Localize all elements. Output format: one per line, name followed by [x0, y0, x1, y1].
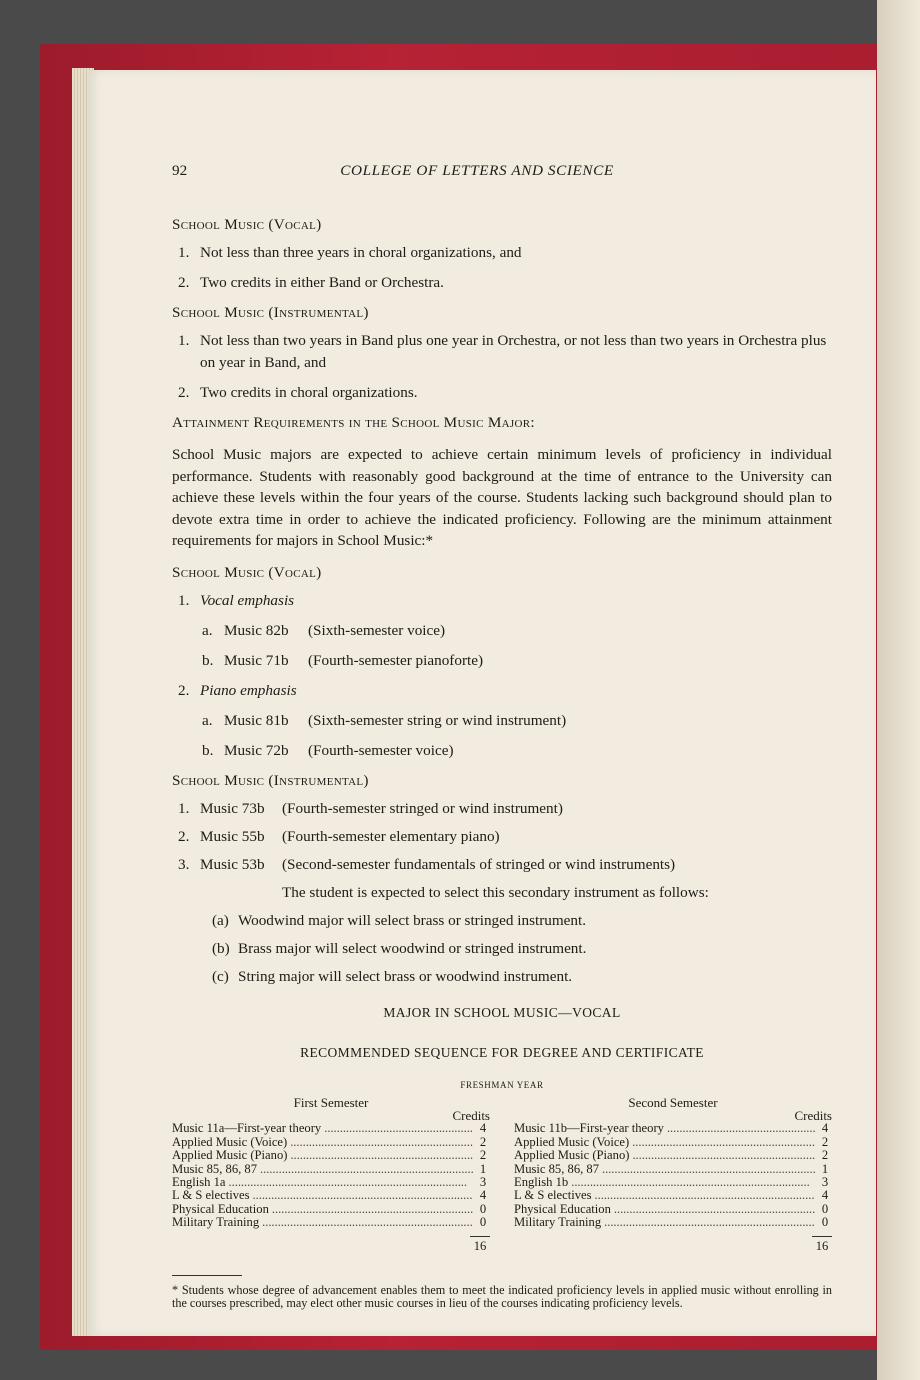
list-item	[202, 710, 832, 732]
leader-dots	[253, 1189, 473, 1202]
piano-emphasis-item: 2. Piano emphasis	[178, 681, 297, 699]
second-semester-title: Second Semester	[628, 1094, 718, 1110]
secondary-instrument-list	[172, 910, 832, 988]
instrumental-requirements-list	[172, 330, 832, 404]
list-item	[212, 966, 832, 988]
credit-value: 4	[479, 1188, 487, 1203]
course-description: (Fourth-semester pianoforte)	[308, 651, 484, 669]
course-name: Applied Music (Piano)	[514, 1148, 630, 1163]
table-row	[172, 1203, 490, 1216]
footnote-rule	[172, 1275, 242, 1276]
table-row	[514, 1136, 832, 1149]
list-item	[178, 242, 832, 264]
credit-value: 3	[479, 1174, 487, 1189]
list-item	[178, 826, 832, 848]
table-row	[172, 1122, 490, 1135]
sequence-table	[172, 1096, 832, 1253]
credit-value: 2	[479, 1148, 487, 1163]
item-letter: b.	[202, 741, 214, 759]
year-label: FRESHMAN YEAR	[460, 1079, 544, 1090]
first-semester-rows	[172, 1122, 490, 1229]
section-heading-vocal: School Music (Vocal)	[172, 216, 322, 233]
item-letter: (c)	[212, 967, 229, 985]
course-name: Music 11b—First-year theory	[514, 1121, 664, 1136]
course-description: (Sixth-semester voice)	[308, 621, 446, 639]
credit-value: 4	[821, 1188, 829, 1203]
course-name: Music 11a—First-year theory	[172, 1121, 322, 1136]
attainment-paragraph: School Music majors are expected to achieve certain minimum levels of proficiency in individual performance. Students with reasonably good background at the time of entrance to the University can achieve these levels within the four years of the course. Students lacking such background should plan to devote extra time in order to achieve the indicated proficiency. Following are the minimum attainment requirements for majors in School Music:*	[172, 446, 832, 549]
course-name: L & S electives	[172, 1188, 250, 1203]
credit-value: 0	[479, 1215, 487, 1230]
major-heading: MAJOR IN SCHOOL MUSIC—VOCAL	[383, 1004, 621, 1020]
vocal-emphasis-item: 1. Vocal emphasis	[178, 591, 295, 609]
table-row	[514, 1176, 832, 1189]
table-row	[514, 1203, 832, 1216]
credit-value: 4	[479, 1121, 487, 1136]
table-row	[172, 1216, 490, 1229]
credit-value: 0	[821, 1201, 829, 1216]
course-number: Music 55b	[200, 827, 265, 845]
first-semester-title: First Semester	[293, 1094, 369, 1110]
course-description: (Fourth-semester elementary piano)	[282, 827, 500, 845]
course-description: (Second-semester fundamentals of stringed or wind instruments)	[282, 855, 676, 873]
item-text: Brass major will select woodwind or stringed instrument.	[238, 939, 587, 957]
credit-value: 1	[821, 1161, 829, 1176]
credits-header: Credits	[794, 1107, 832, 1123]
item-text: Woodwind major will select brass or stringed instrument.	[238, 911, 587, 929]
item-number: 2.	[178, 827, 190, 845]
table-row	[514, 1163, 832, 1176]
table-row	[514, 1189, 832, 1202]
second-semester-rows	[514, 1122, 832, 1229]
list-item	[212, 938, 832, 960]
list-item	[202, 650, 832, 672]
leader-dots	[595, 1189, 815, 1202]
second-semester-column	[514, 1096, 832, 1253]
list-item	[178, 272, 832, 294]
item-text: Two credits in choral organizations.	[200, 384, 418, 401]
book-page	[88, 70, 876, 1336]
sequence-heading: RECOMMENDED SEQUENCE FOR DEGREE AND CERTIFICATE	[300, 1044, 704, 1060]
item-number: 1.	[178, 244, 190, 261]
list-item	[202, 740, 832, 762]
course-name: English 1b	[514, 1174, 569, 1189]
item-letter: b.	[202, 651, 214, 669]
table-row	[172, 1149, 490, 1162]
item-number: 2.	[178, 274, 190, 291]
vocal-requirements-list	[172, 242, 832, 294]
item-number: 3.	[178, 855, 190, 873]
course-description: (Fourth-semester stringed or wind instrument)	[282, 799, 563, 817]
attainment-heading: Attainment Requirements in the School Music Major:	[172, 414, 535, 431]
course-name: Applied Music (Voice)	[514, 1134, 630, 1149]
item-text: Two credits in either Band or Orchestra.	[200, 274, 444, 291]
item-text: String major will select brass or woodwind instrument.	[238, 967, 573, 985]
credits-header: Credits	[452, 1107, 490, 1123]
table-row	[514, 1149, 832, 1162]
course-name: Applied Music (Piano)	[172, 1148, 288, 1163]
item-letter: a.	[202, 621, 213, 639]
course-number: Music 71b	[224, 651, 289, 669]
vocal-emphasis-sublist	[172, 620, 832, 672]
page-number: 92	[172, 162, 188, 179]
item-letter: (a)	[212, 911, 229, 929]
list-item	[212, 910, 832, 932]
item-letter: a.	[202, 711, 213, 729]
leader-dots	[290, 1149, 473, 1162]
item-number: 2.	[178, 384, 190, 401]
leader-dots	[324, 1122, 473, 1135]
table-row	[172, 1136, 490, 1149]
leader-dots	[290, 1136, 473, 1149]
course-name: L & S electives	[514, 1188, 592, 1203]
item-text: Not less than three years in choral organizations, and	[200, 244, 522, 261]
credit-value: 4	[821, 1121, 829, 1136]
credit-value: 3	[821, 1174, 829, 1189]
first-semester-total: 16	[172, 1236, 490, 1253]
course-name: Music 85, 86, 87	[172, 1161, 258, 1176]
table-row	[514, 1122, 832, 1135]
course-name: Applied Music (Voice)	[172, 1134, 288, 1149]
item-number: 1.	[178, 799, 190, 817]
list-item	[178, 798, 832, 820]
section-heading-vocal-2: School Music (Vocal)	[172, 563, 322, 581]
leader-dots	[262, 1216, 473, 1229]
page-header	[172, 160, 832, 182]
credit-value: 2	[821, 1148, 829, 1163]
leader-dots	[602, 1163, 815, 1176]
first-semester-column	[172, 1096, 490, 1253]
credit-value: 2	[821, 1134, 829, 1149]
leader-dots	[604, 1216, 815, 1229]
piano-emphasis-sublist	[172, 710, 832, 762]
course-number: Music 53b	[200, 855, 265, 873]
course-number: Music 72b	[224, 741, 289, 759]
course-name: Physical Education	[172, 1201, 269, 1216]
course-number: Music 81b	[224, 711, 289, 729]
second-semester-total: 16	[514, 1236, 832, 1253]
course-description: (Sixth-semester string or wind instrument)	[308, 711, 567, 729]
leader-dots	[272, 1203, 473, 1216]
leader-dots	[632, 1149, 815, 1162]
credit-value: 1	[479, 1161, 487, 1176]
list-item	[178, 330, 832, 374]
running-title: COLLEGE OF LETTERS AND SCIENCE	[340, 162, 614, 179]
credit-value: 0	[479, 1201, 487, 1216]
table-row	[172, 1189, 490, 1202]
list-item	[178, 382, 832, 404]
table-row	[172, 1163, 490, 1176]
table-row	[172, 1176, 490, 1189]
instrumental-courses-list	[172, 798, 832, 876]
leader-dots	[667, 1122, 815, 1135]
facing-page-edge	[877, 0, 920, 1380]
leader-dots	[632, 1136, 815, 1149]
page-content	[172, 160, 832, 1310]
item-text: Not less than two years in Band plus one year in Orchestra, or not less than two years in Orchestra plus on year in Band, and	[200, 332, 827, 371]
course-name: Military Training	[172, 1215, 260, 1230]
secondary-intro: The student is expected to select this secondary instrument as follows:	[282, 883, 709, 901]
course-name: Music 85, 86, 87	[514, 1161, 600, 1176]
course-name: English 1a	[172, 1174, 226, 1189]
credit-value: 0	[821, 1215, 829, 1230]
section-heading-instrumental-2: School Music (Instrumental)	[172, 771, 369, 789]
course-description: (Fourth-semester voice)	[308, 741, 454, 759]
leader-dots	[571, 1176, 815, 1189]
leader-dots	[614, 1203, 815, 1216]
course-name: Military Training	[514, 1215, 602, 1230]
leader-dots	[229, 1176, 473, 1189]
item-number: 1.	[178, 332, 190, 349]
course-number: Music 82b	[224, 621, 289, 639]
course-name: Physical Education	[514, 1201, 611, 1216]
footnote: * Students whose degree of advancement enables them to meet the indicated proficiency levels in applied music without enrolling in the courses prescribed, may elect other music courses in lieu of the courses indicating proficiency levels.	[172, 1282, 832, 1311]
table-row	[514, 1216, 832, 1229]
leader-dots	[260, 1163, 473, 1176]
list-item	[202, 620, 832, 642]
list-item	[178, 854, 832, 876]
credit-value: 2	[479, 1134, 487, 1149]
item-letter: (b)	[212, 939, 230, 957]
section-heading-instrumental: School Music (Instrumental)	[172, 304, 369, 321]
course-number: Music 73b	[200, 799, 265, 817]
